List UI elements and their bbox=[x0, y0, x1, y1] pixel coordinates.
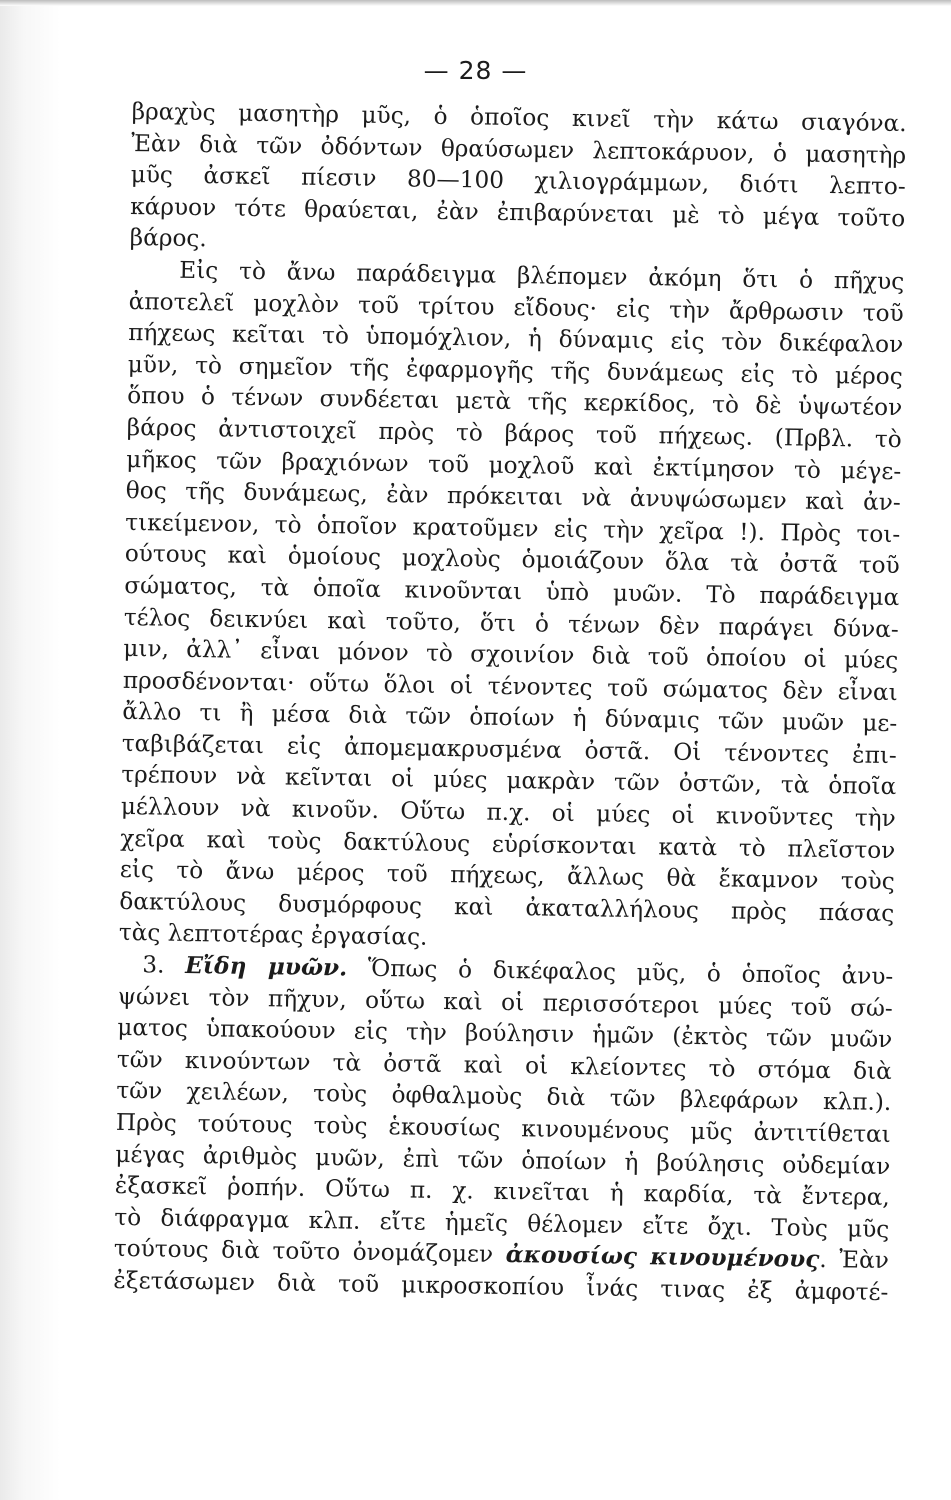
text-line: ἐξετάσωμεν διὰ τοῦ μικροσκοπίου ἶνάς τινας ἐξ ἀμφοτέ- bbox=[113, 1266, 889, 1306]
text-line: μῦς ἀσκεῖ πίεσιν 80—100 χιλιογράμμων, διότι λεπτο- bbox=[130, 161, 906, 201]
section-first-line: Ὅπως ὁ δικέφαλος μῦς, ὁ ὁποῖος ἀνυ- bbox=[367, 954, 894, 991]
text-line: τέλος δεικνύει καὶ τοῦτο, ὅτι ὁ τένων δὲν παράγει δύνα- bbox=[123, 603, 899, 643]
emphasis-before: τούτους διὰ τοῦτο ὀνομάζομεν bbox=[113, 1235, 494, 1269]
text-line: εἰς τὸ ἄνω μέρος τοῦ πήχεως, ἄλλως θὰ ἔκαμνον τοὺς bbox=[119, 856, 895, 896]
text-line: ἐξασκεῖ ῥοπήν. Οὕτω π. χ. κινεῖται ἡ καρδία, τὰ ἔντερα, bbox=[114, 1172, 891, 1212]
text-line: τῶν κινούντων τὰ ὀστᾶ καὶ οἱ κλείοντες τὸ στόμα διὰ bbox=[116, 1045, 892, 1085]
text-line: τὸ διάφραγμα κλπ. εἴτε ἡμεῖς θέλομεν εἴτε ὄχι. Τοὺς μῦς bbox=[114, 1203, 890, 1243]
text-line: βάρος ἀντιστοιχεῖ πρὸς τὸ βάρος τοῦ πήχεως. (Πρβλ. τὸ bbox=[126, 413, 902, 454]
text-line: βραχὺς μασητὴρ μῦς, ὁ ὁποῖος κινεῖ τὴν κάτω σιαγόνα. bbox=[131, 97, 907, 138]
emphasis-after: . Ἐὰν bbox=[819, 1246, 890, 1275]
body-text bbox=[113, 96, 907, 1309]
page-edge bbox=[0, 0, 951, 6]
text-line: τὰς λεπτοτέρας ἐργασίας. bbox=[118, 919, 428, 952]
text-line: ἄλλο τι ἢ μέσα διὰ τῶν ὁποίων ἡ δύναμις τῶν μυῶν με- bbox=[122, 698, 898, 738]
text-line: Ἐὰν διὰ τῶν ὀδόντων θραύσωμεν λεπτοκάρυον, ὁ μασητὴρ bbox=[131, 129, 907, 169]
text-line: προσδένονται· οὕτω ὅλοι οἱ τένοντες τοῦ σώματος δὲν εἶναι bbox=[122, 666, 898, 706]
text-line: μέλλουν νὰ κινοῦν. Οὕτω π.χ. οἱ μύες οἱ κινοῦντες τὴν bbox=[120, 792, 896, 833]
emphasis-term: ἀκουσίως κινουμένους bbox=[505, 1241, 820, 1274]
text-line: δακτύλους δυσμόρφους καὶ ἀκαταλλήλους πρὸς πάσας bbox=[119, 887, 895, 927]
text-line: κάρυον τότε θραύεται, ἐὰν ἐπιβαρύνεται μὲ τὸ μέγα τοῦτο bbox=[130, 192, 906, 232]
section-title: Εἴδη μυῶν. bbox=[185, 951, 348, 982]
text-line: θος τῆς δυνάμεως, ἐὰν πρόκειται νὰ ἀνυψώσωμεν καὶ ἀν- bbox=[125, 477, 901, 517]
text-line: τῶν χειλέων, τοὺς ὀφθαλμοὺς διὰ τῶν βλεφάρων κλπ.). bbox=[116, 1077, 892, 1117]
paragraph-start-line: Εἰς τὸ ἄνω παράδειγμα βλέπομεν ἀκόμη ὅτι ὁ πῆχυς bbox=[179, 256, 905, 296]
text-line: βάρος. bbox=[129, 224, 207, 253]
page-number: — 28 — bbox=[423, 56, 528, 85]
text-line: μῆκος τῶν βραχιόνων τοῦ μοχλοῦ καὶ ἐκτίμησον τὸ μέγε- bbox=[126, 445, 902, 485]
text-line: ματος ὑπακούουν εἰς τὴν βούλησιν ἡμῶν (ἐκτὸς τῶν μυῶν bbox=[117, 1014, 893, 1054]
text-line: χεῖρα καὶ τοὺς δακτύλους εὑρίσκονται κατὰ τὸ πλεῖστον bbox=[120, 824, 896, 864]
text-line: πήχεως κεῖται τὸ ὑπομόχλιον, ἡ δύναμις εἰς τὸν δικέφαλον bbox=[128, 319, 904, 359]
text-line: μέγας ἀριθμὸς μυῶν, ἐπὶ τῶν ὁποίων ἡ βούλησις οὐδεμίαν bbox=[115, 1140, 891, 1180]
text-line: ούτους καὶ ὁμοίους μοχλοὺς ὁμοιάζουν ὅλα τὰ ὀστᾶ τοῦ bbox=[124, 540, 900, 580]
text-line: τικείμενον, τὸ ὁποῖον κρατοῦμεν εἰς τὴν χεῖρα !). Πρὸς τοι- bbox=[125, 508, 901, 548]
text-line: ὅπου ὁ τένων συνδέεται μετὰ τῆς κερκίδος, τὸ δὲ ὑψωτέον bbox=[127, 382, 903, 422]
text-line: ἀποτελεῖ μοχλὸν τοῦ τρίτου εἴδους· εἰς τὴν ἄρθρωσιν τοῦ bbox=[128, 287, 904, 327]
text-line: μῦν, τὸ σημεῖον τῆς ἐφαρμογῆς τῆς δυνάμεως εἰς τὸ μέρος bbox=[127, 350, 903, 390]
text-line: ψώνει τὸν πῆχυν, οὕτω καὶ οἱ περισσότεροι μύες τοῦ σώ- bbox=[117, 982, 893, 1022]
text-line: ταβιβάζεται εἰς ἀπομεμακρυσμένα ὀστᾶ. Οἱ τένοντες ἐπι- bbox=[121, 729, 897, 769]
text-line: μιν, ἀλλ᾽ εἶναι μόνον τὸ σχοινίον διὰ τοῦ ὁποίου οἱ μύες bbox=[123, 635, 899, 675]
section-number: 3. bbox=[142, 951, 165, 979]
text-line: σώματος, τὰ ὁποῖα κινοῦνται ὑπὸ μυῶν. Τὸ παράδειγμα bbox=[124, 571, 900, 612]
text-line: Πρὸς τούτους τοὺς ἑκουσίως κινουμένους μῦς ἀντιτίθεται bbox=[115, 1108, 891, 1149]
text-line: τρέπουν νὰ κεῖνται οἱ μύες μακρὰν τῶν ὀστῶν, τὰ ὁποῖα bbox=[121, 761, 897, 801]
